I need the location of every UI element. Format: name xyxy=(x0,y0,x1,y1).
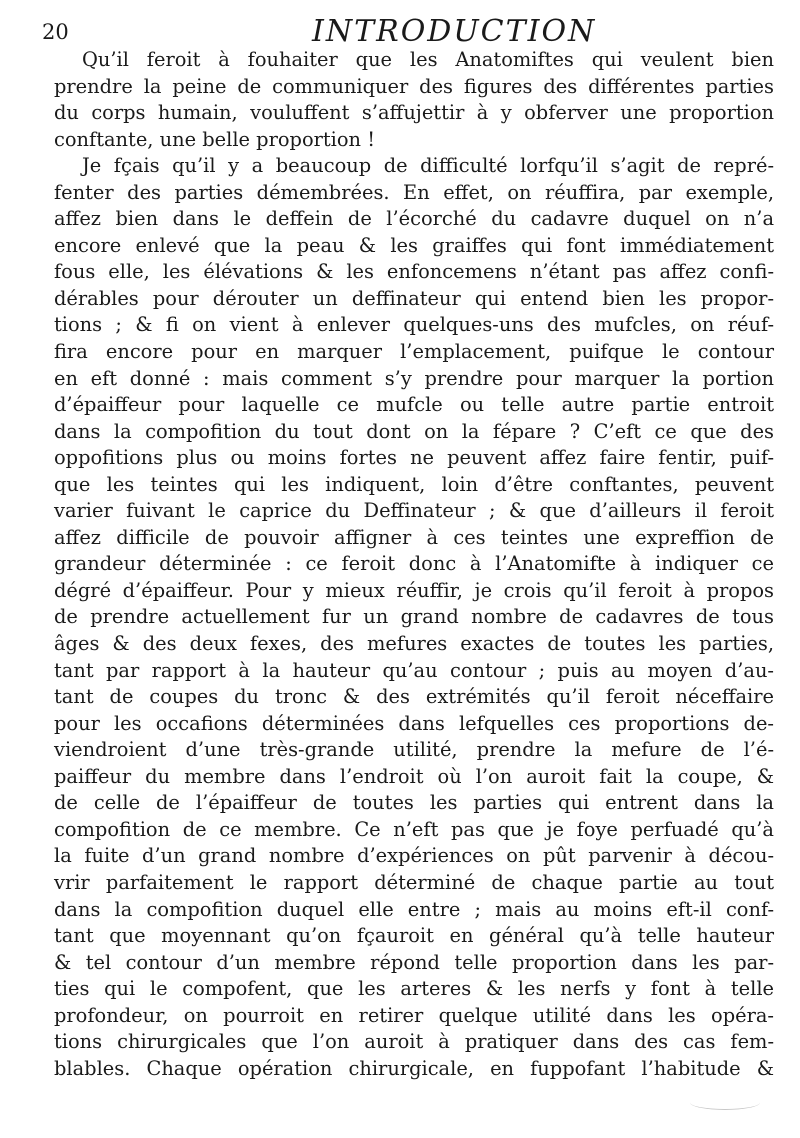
text-line: fous elle, les élévations & les enfoncemens n’étant pas affez confi- xyxy=(54,260,774,284)
text-line: paiffeur du membre dans l’endroit où l’on auroit fait la coupe, & xyxy=(54,764,774,788)
text-line: vrir parfaitement le rapport déterminé de chaque partie au tout xyxy=(54,870,774,894)
text-line: tions chirurgicales que l’on auroit à pratiquer dans des cas fem- xyxy=(54,1030,774,1054)
text-line: conftante, une belle proportion ! xyxy=(54,127,376,151)
text-line: ties qui le compofent, que les arteres & les nerfs y font à telle xyxy=(54,977,774,1001)
text-line: Je fçais qu’il y a beaucoup de difficulté lorfqu’il s’agit de repré- xyxy=(82,154,774,178)
text-line: la fuite d’un grand nombre d’expériences on pût parvenir à décou- xyxy=(54,844,774,868)
text-line: de prendre actuellement fur un grand nombre de cadavres de tous xyxy=(54,605,774,629)
text-line: d’épaiffeur pour laquelle ce mufcle ou telle autre partie entroit xyxy=(54,393,774,417)
text-line: pour les occafions déterminées dans lefquelles ces proportions de- xyxy=(54,711,774,735)
text-line: prendre la peine de communiquer des figures des différentes parties xyxy=(54,74,774,98)
text-line: âges & des deux fexes, des mefures exactes de toutes les parties, xyxy=(54,632,774,656)
text-line: affez bien dans le deffein de l’écorché du cadavre duquel on n’a xyxy=(54,207,774,231)
text-line: & tel contour d’un membre répond telle proportion dans les par- xyxy=(54,950,774,974)
text-line: compofition de ce membre. Ce n’eft pas que je foye perfuadé qu’à xyxy=(54,817,774,841)
text-line: affez difficile de pouvoir affigner à ces teintes une expreffion de xyxy=(54,525,774,549)
text-line: Qu’il feroit à fouhaiter que les Anatomiftes qui veulent bien xyxy=(82,48,774,71)
text-line: varier fuivant le caprice du Deffinateur ; & que d’ailleurs il feroit xyxy=(54,499,774,523)
text-line: dérables pour dérouter un deffinateur qui entend bien les propor- xyxy=(54,286,774,310)
text-line: profondeur, on pourroit en retirer quelque utilité dans les opéra- xyxy=(54,1003,774,1027)
text-line: tions ; & fi on vient à enlever quelques-uns des mufcles, on réuf- xyxy=(54,313,774,337)
running-title: INTRODUCTION xyxy=(312,14,597,49)
text-line: tant par rapport à la hauteur qu’au contour ; puis au moyen d’au- xyxy=(54,658,774,682)
text-line: de celle de l’épaiffeur de toutes les parties qui entrent dans la xyxy=(54,791,774,815)
text-line: du corps humain, vouluffent s’affujettir à y obferver une proportion xyxy=(54,101,774,125)
text-line: fira encore pour en marquer l’emplacement, puifque le contour xyxy=(54,340,774,364)
text-line: encore enlevé que la peau & les graiffes qui font immédiatement xyxy=(54,233,774,257)
text-line: tant que moyennant qu’on fçauroit en général qu’à telle hauteur xyxy=(54,924,774,948)
body-text xyxy=(54,47,774,1082)
text-line: dégré d’épaiffeur. Pour y mieux réuffir, je crois qu’il feroit à propos xyxy=(54,578,774,602)
text-line: que les teintes qui les indiquent, loin d’être conftantes, peuvent xyxy=(54,472,774,496)
text-line: grandeur déterminée : ce feroit donc à l’Anatomifte à indiquer ce xyxy=(54,552,774,576)
text-line: blables. Chaque opération chirurgicale, en fuppofant l’habitude & xyxy=(54,1056,774,1080)
text-line: dans la compofition duquel elle entre ; mais au moins eft-il conf- xyxy=(54,897,774,921)
text-line: tant de coupes du tronc & des extrémités qu’il feroit néceffaire xyxy=(54,685,774,709)
text-line: dans la compofition du tout dont on la fépare ? C’eft ce que des xyxy=(54,419,774,443)
page-number: 20 xyxy=(42,20,69,44)
text-line: fenter des parties démembrées. En effet, on réuffira, par exemple, xyxy=(54,180,774,204)
text-line: viendroient d’une très-grande utilité, prendre la mefure de l’é- xyxy=(54,738,774,762)
text-line: oppofitions plus ou moins fortes ne peuvent affez faire fentir, puif- xyxy=(54,446,774,470)
text-line: en eft donné : mais comment s’y prendre pour marquer la portion xyxy=(54,366,774,390)
ink-smudge xyxy=(690,1095,760,1110)
